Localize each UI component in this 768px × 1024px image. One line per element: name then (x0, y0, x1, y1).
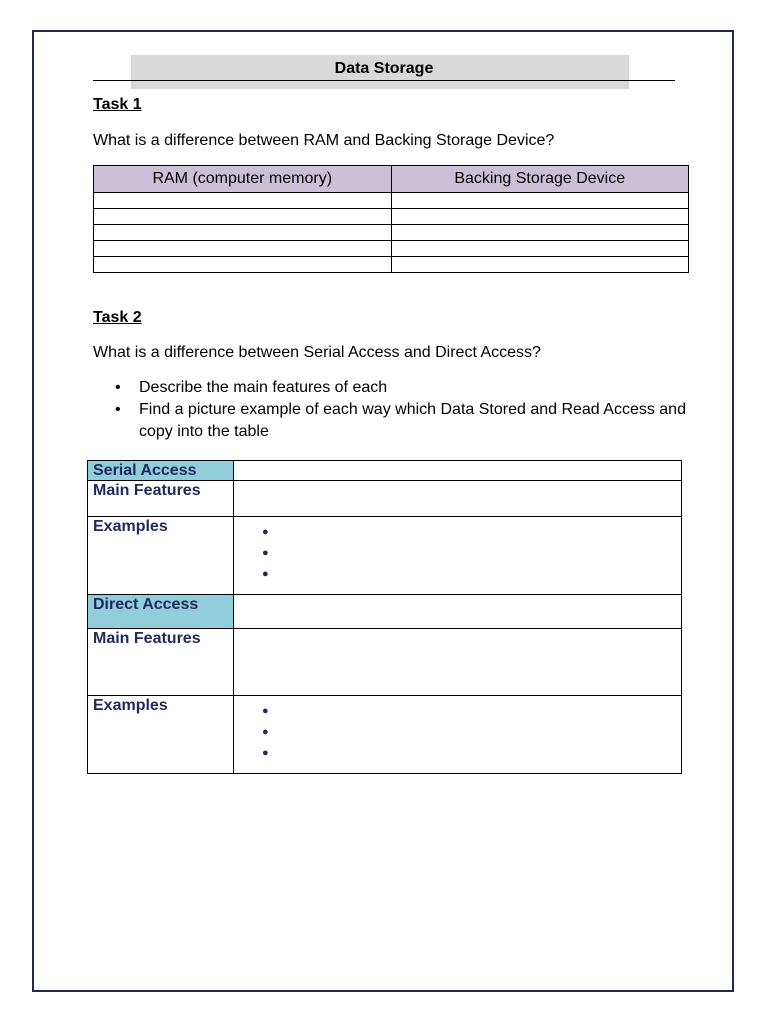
task1-heading: Task 1 (93, 96, 142, 113)
table-cell[interactable] (94, 241, 392, 257)
access-methods-table (87, 460, 682, 774)
ram-vs-backing-table (93, 165, 689, 273)
bullet-icon: • (115, 401, 121, 418)
serial-examples-cell[interactable] (234, 517, 682, 595)
bullet-icon (262, 702, 681, 723)
bullet-icon (262, 723, 681, 744)
direct-features-label: Main Features (88, 629, 234, 696)
serial-features-label: Main Features (88, 481, 234, 517)
table-row (88, 517, 682, 595)
task2-heading: Task 2 (93, 309, 142, 326)
direct-examples-bullets (234, 696, 681, 765)
table-cell[interactable] (94, 193, 392, 209)
task1-question: What is a difference between RAM and Backing Storage Device? (93, 132, 555, 149)
bullet-icon (262, 744, 681, 765)
table-cell[interactable] (391, 241, 689, 257)
table-row (94, 241, 689, 257)
table-cell[interactable] (391, 193, 689, 209)
table-cell[interactable] (391, 257, 689, 273)
table-row (88, 629, 682, 696)
table-cell[interactable] (94, 225, 392, 241)
backing-storage-column-header: Backing Storage Device (391, 166, 689, 193)
direct-features-cell[interactable] (234, 629, 682, 696)
table-header-row (94, 166, 689, 193)
table-row (94, 225, 689, 241)
table-cell[interactable] (391, 209, 689, 225)
bullet-icon: • (115, 379, 121, 396)
table-row (88, 696, 682, 774)
direct-examples-label: Examples (88, 696, 234, 774)
table-cell[interactable] (94, 209, 392, 225)
serial-features-cell[interactable] (234, 481, 682, 517)
serial-examples-label: Examples (88, 517, 234, 595)
table-row (88, 461, 682, 481)
page-title: Data Storage (334, 60, 434, 77)
serial-access-label: Serial Access (88, 461, 234, 481)
direct-examples-cell[interactable] (234, 696, 682, 774)
table-row (94, 209, 689, 225)
table-row (94, 257, 689, 273)
bullet-icon (262, 565, 681, 586)
title-underline (93, 80, 675, 81)
table-row (94, 193, 689, 209)
bullet-icon (262, 544, 681, 565)
table-row (88, 595, 682, 629)
task2-question: What is a difference between Serial Access and Direct Access? (93, 344, 541, 361)
serial-access-cell[interactable] (234, 461, 682, 481)
table-cell[interactable] (391, 225, 689, 241)
ram-column-header: RAM (computer memory) (94, 166, 392, 193)
bullet-icon (262, 523, 681, 544)
table-cell[interactable] (94, 257, 392, 273)
instruction-item: • Describe the main features of each (93, 377, 693, 399)
table-row (88, 481, 682, 517)
direct-access-cell[interactable] (234, 595, 682, 629)
serial-examples-bullets (234, 517, 681, 586)
instruction-list (93, 377, 693, 443)
instruction-item: • Find a picture example of each way which Data Stored and Read Access and copy into the table (115, 401, 686, 440)
direct-access-label: Direct Access (88, 595, 234, 629)
